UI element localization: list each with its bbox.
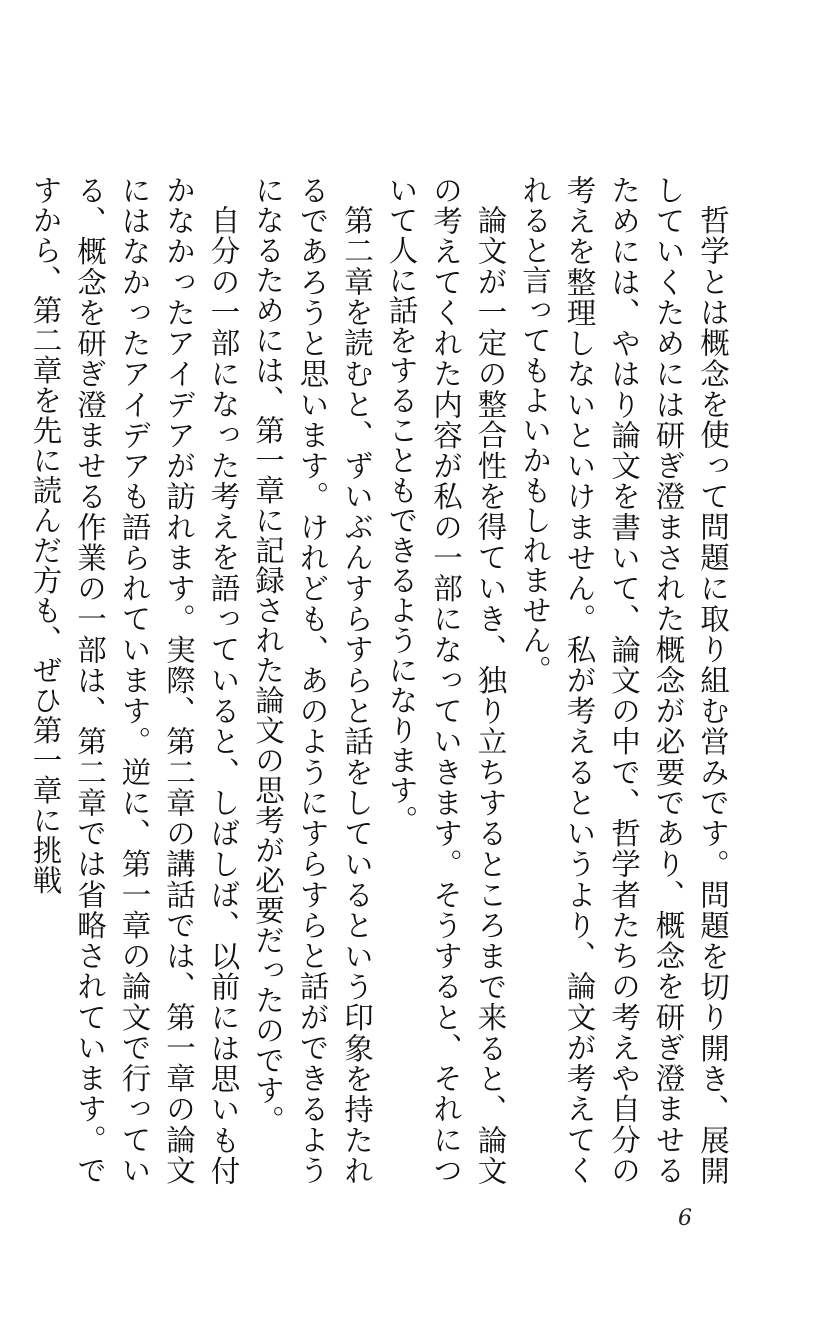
paragraph-4: 自分の一部になった考えを語っていると、しばしば、以前には思いも付かなかったアイデアが訪れます。実際、第二章の講話では、第一章の論文にはなかったアイデアも語られています。逆に、第一章の論文で行っている、概念を研ぎ澄ませる作業の一部は、第二章では省略されています。ですから、第二章を先に読んだ方も、ぜひ第一章に挑戦 (28, 175, 241, 1185)
paragraph-3: 第二章を読むと、ずいぶんすらすらと話をしているという印象を持たれるであろうと思います。けれども、あのようにすらすらと話ができるようになるためには、第一章に記録された論文の思考が必要だったのです。 (251, 175, 374, 1185)
page-number: 6 (678, 1206, 692, 1231)
body-text (23, 175, 735, 1185)
paragraph-1: 哲学とは概念を使って問題に取り組む営みです。問題を切り開き、展開していくためには研ぎ澄まされた概念が必要であり、概念を研ぎ澄ませるためには、やはり論文を書いて、論文の中で、哲学者たちの考えや自分の考えを整理しないといけません。私が考えるというより、論文が考えてくれると言ってもよいかもしれません。 (518, 175, 730, 1185)
paragraph-2: 論文が一定の整合性を得ていき、独り立ちするところまで来ると、論文の考えてくれた内容が私の一部になっていきます。そうすると、それについて人に話をすることもできるようになります。 (384, 175, 508, 1185)
